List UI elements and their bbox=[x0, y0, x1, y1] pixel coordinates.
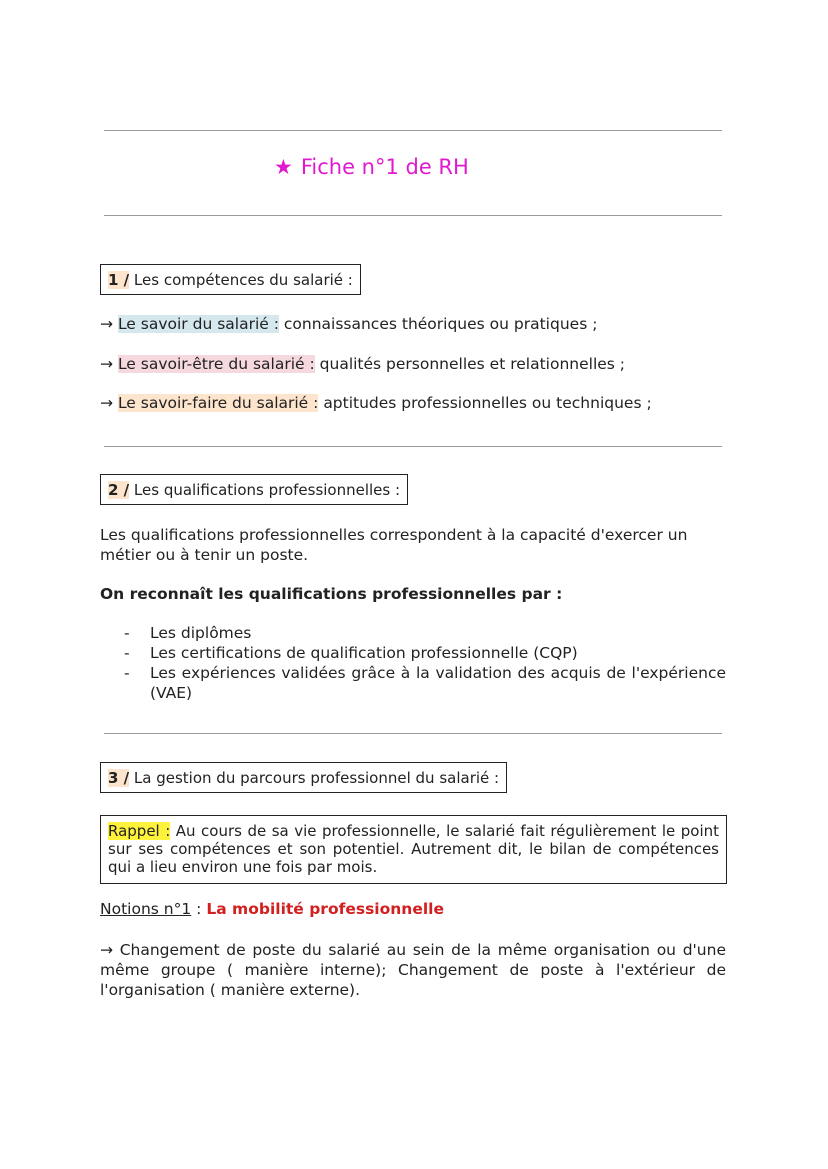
list-item-text: Les expériences validées grâce à la validation des acquis de l'expérience (VAE) bbox=[150, 664, 726, 702]
dash-icon: - bbox=[124, 644, 130, 662]
section3-heading bbox=[100, 762, 507, 793]
arrow-icon: → bbox=[100, 315, 113, 333]
notion-title: La mobilité professionnelle bbox=[206, 900, 444, 918]
qualification-list bbox=[120, 623, 726, 703]
competence-savoir-etre bbox=[100, 355, 625, 373]
arrow-icon: → bbox=[100, 394, 113, 412]
divider-top bbox=[104, 130, 722, 131]
competence-term: Le savoir du salarié : bbox=[117, 315, 279, 333]
rappel-box bbox=[100, 815, 727, 884]
section2-lead: On reconnaît les qualifications professionnelles par : bbox=[100, 585, 563, 603]
arrow-icon: → bbox=[100, 941, 113, 959]
notion-label: Notions n°1 bbox=[100, 900, 192, 918]
notion-text bbox=[100, 940, 726, 1000]
competence-desc: connaissances théoriques ou pratiques ; bbox=[283, 315, 598, 333]
section1-number: 1 / bbox=[108, 271, 130, 289]
section2-intro: Les qualifications professionnelles correspondent à la capacité d'exercer un métier ou à tenir un poste. bbox=[100, 526, 688, 564]
list-item bbox=[120, 623, 726, 643]
section3-number: 3 / bbox=[108, 769, 130, 787]
divider-title bbox=[104, 215, 722, 216]
rappel-label: Rappel : bbox=[108, 822, 171, 840]
dash-icon: - bbox=[124, 624, 130, 642]
list-item bbox=[120, 643, 726, 663]
dash-icon: - bbox=[124, 664, 130, 682]
star-icon: ★ bbox=[274, 155, 293, 179]
notion-heading bbox=[100, 900, 444, 918]
notion-description: Changement de poste du salarié au sein de la même organisation ou d'une même groupe ( manière interne); Changement de poste à l'extérieur de l'organisation ( manière externe). bbox=[100, 941, 726, 999]
section1-title: Les compétences du salarié : bbox=[133, 271, 353, 289]
section1-heading bbox=[100, 264, 361, 295]
divider-section2 bbox=[104, 733, 722, 734]
list-item-text: Les certifications de qualification professionnelle (CQP) bbox=[150, 644, 578, 662]
rappel-text: Au cours de sa vie professionnelle, le salarié fait régulièrement le point sur ses compétences et son potentiel. Autrement dit, le bilan de compétences qui a lieu environ une fois par mois. bbox=[108, 822, 719, 876]
arrow-icon: → bbox=[100, 355, 113, 373]
list-item-text: Les diplômes bbox=[150, 624, 252, 642]
competence-term: Le savoir-faire du salarié : bbox=[117, 394, 319, 412]
list-item bbox=[120, 663, 726, 703]
section2-heading bbox=[100, 474, 408, 505]
competence-desc: aptitudes professionnelles ou techniques ; bbox=[323, 394, 652, 412]
page-title bbox=[274, 155, 469, 179]
notion-separator: : bbox=[196, 900, 202, 918]
section2-title: Les qualifications professionnelles : bbox=[133, 481, 401, 499]
competence-desc: qualités personnelles et relationnelles ; bbox=[319, 355, 626, 373]
competence-savoir bbox=[100, 315, 597, 333]
section3-title: La gestion du parcours professionnel du salarié : bbox=[133, 769, 500, 787]
page-title-text: Fiche n°1 de RH bbox=[300, 155, 469, 179]
competence-savoir-faire bbox=[100, 394, 652, 412]
competence-term: Le savoir-être du salarié : bbox=[117, 355, 315, 373]
section2-number: 2 / bbox=[108, 481, 130, 499]
divider-section1 bbox=[104, 446, 722, 447]
